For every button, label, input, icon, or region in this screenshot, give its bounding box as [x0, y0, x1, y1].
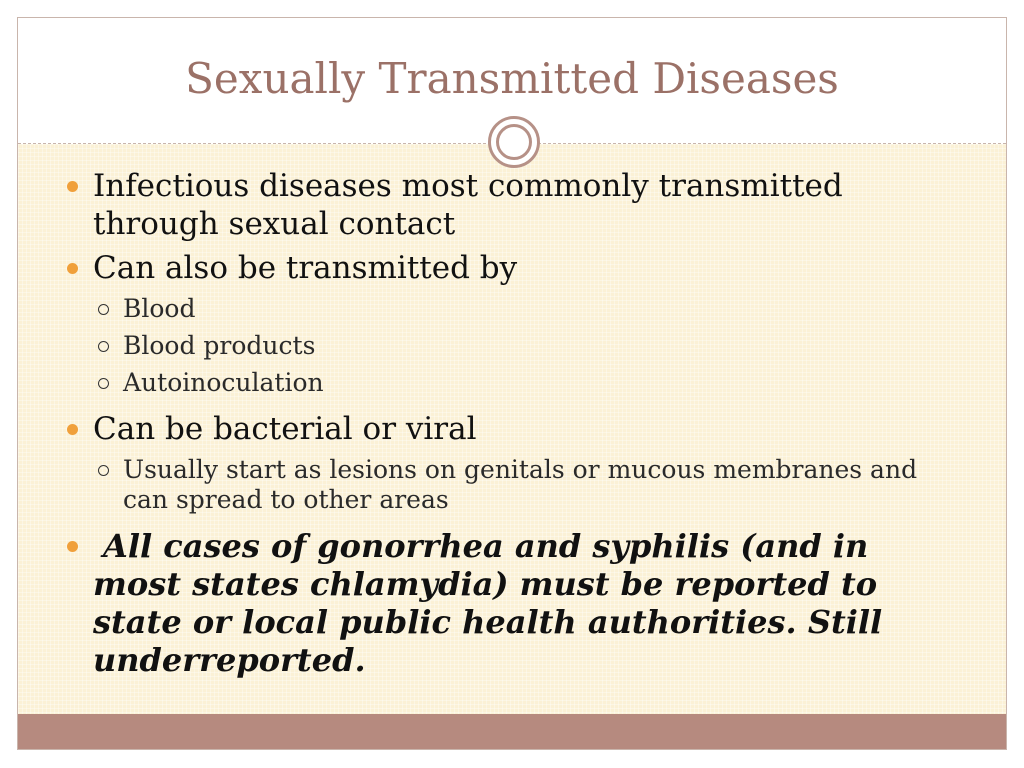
bullet-2-text: Can also be transmitted by [93, 250, 518, 286]
sub-bullet-lesions [63, 455, 963, 515]
sub-bullet-text: Usually start as lesions on genitals or mucous membranes and can spread to other areas [123, 455, 918, 514]
sub-bullet-circle-icon [98, 341, 109, 352]
bullet-2 [63, 249, 963, 287]
bullet-dot-icon [67, 541, 78, 552]
bullet-3-text: Can be bacterial or viral [93, 411, 477, 447]
slide [17, 17, 1007, 750]
sub-bullet-circle-icon [98, 378, 109, 389]
sub-bullet-circle-icon [98, 465, 109, 476]
bullet-3 [63, 410, 963, 448]
sub-bullet-blood [63, 294, 963, 324]
sub-bullet-text: Blood [123, 294, 196, 323]
sub-bullet-circle-icon [98, 304, 109, 315]
slide-title: Sexually Transmitted Diseases [185, 54, 839, 103]
sub-bullet-blood-products [63, 331, 963, 361]
bullet-dot-icon [67, 424, 78, 435]
slide-content [63, 161, 963, 679]
bullet-4 [63, 527, 963, 679]
sub-bullet-text: Autoinoculation [123, 368, 324, 397]
bullet-dot-icon [67, 263, 78, 274]
bullet-4-text: All cases of gonorrhea and syphilis (and in most states chlamydia) must be reported to state or local public health authorities. Still underreported. [93, 527, 883, 679]
sub-bullet-text: Blood products [123, 331, 316, 360]
bullet-dot-icon [67, 181, 78, 192]
bullet-1-text: Infectious diseases most commonly transmitted through sexual contact [93, 168, 843, 242]
sub-bullet-autoinoculation [63, 368, 963, 398]
slide-footer-bar [18, 714, 1006, 749]
bullet-1 [63, 167, 963, 243]
